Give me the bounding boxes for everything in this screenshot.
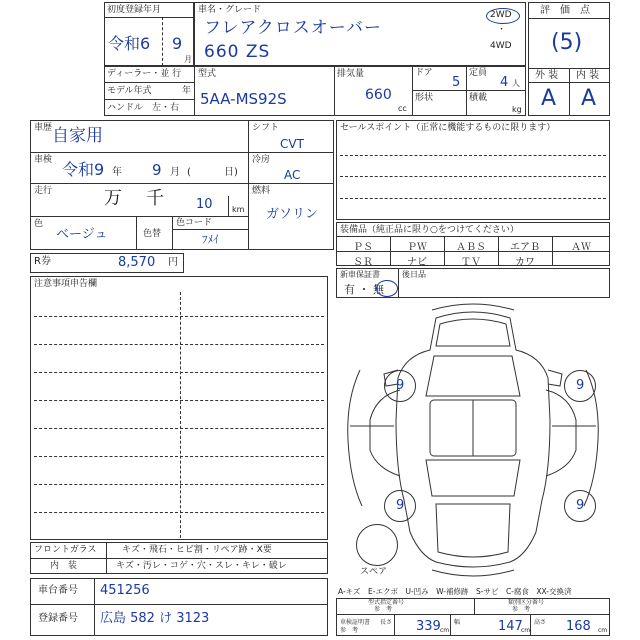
warranty-label: 新車保証書 [340,270,380,279]
class-ref: 参 考 [512,606,531,613]
rating-score: (5) [551,30,583,55]
width-label: 幅 [454,619,461,626]
chassis-label: 車台番号 [38,585,78,596]
height-label: 高さ [534,619,547,626]
length-unit: cm [440,627,450,634]
sales-point-label: セールスポイント（正常に機能するものに限ります） [340,123,556,133]
loading-unit: kg [512,105,522,114]
capacity-value: 4 [500,75,509,90]
model-year-unit: 年 [182,86,192,96]
first-reg-label: 初度登録年月 [107,5,162,15]
notes-label: 注意事項申告欄 [34,279,98,289]
inspection-day-paren: ( [187,167,191,178]
rating-label: 評 価 点 [540,5,590,16]
door-value: 5 [452,75,461,90]
equip-abs: ＡＢＳ [456,242,486,253]
height-unit: cm [598,627,608,634]
drive-dot: ・ [497,25,507,35]
type-cert-label: 型式指定番号 [368,599,405,606]
color-change-label: 色替 [143,229,162,239]
recycle-unit: 円 [168,257,178,268]
exterior-label: 外 装 [535,70,559,81]
warranty-value: 有 ・ 無 [344,283,384,296]
car-grade: 660 ZS [204,42,271,62]
equip-airbag: エアＢ [510,242,540,253]
class-label: 類別区分番号 [508,599,545,606]
reg-month-unit: 月 [184,55,192,64]
handle-label: ハンドル 左・右 [107,103,180,113]
recycle-label: R券 [34,256,51,267]
capacity-label: 定員 [469,68,488,78]
mileage-value: 10 [196,197,213,212]
chassis-value: 451256 [100,583,150,598]
height-value: 168 [566,619,591,634]
width-unit: cm [521,627,531,634]
history-label: 車歴 [34,123,53,133]
exterior-grade: A [541,86,557,111]
interior-label: 内 装 [576,70,600,81]
recycle-value: 8,570 [118,255,156,270]
equip-sr: ＳＲ [353,257,373,268]
tire-front-right: 9 [576,378,585,393]
fuel-label: 燃料 [252,186,271,196]
color-value: ベージュ [56,227,108,242]
delivery-label: 後日品 [402,270,426,279]
fuel-value: ガソリン [266,207,319,222]
damage-legend: A-キズ E-エクボ U-凹み W-補修跡 S-サビ C-腐食 XX-交換済 [338,587,572,596]
equipment-label: 装備品（純正品に限り○をつけてください） [340,225,519,235]
ac-value: AC [284,168,301,182]
loading-label: 積載 [469,93,488,103]
history-value: 自家用 [52,126,103,146]
color-code-label: 色コード [176,218,213,228]
inspection-month: 9 [152,161,162,179]
tire-front-left: 9 [396,378,405,393]
color-label: 色 [34,219,44,229]
tire-rear-right: 9 [576,498,585,513]
model-code: 5AA-MS92S [200,90,287,108]
interior-cond-label: 内 装 [50,561,78,571]
tire-rear-left: 9 [396,498,405,513]
door-label: ドア [415,68,433,78]
spare-tire-circle [356,524,398,566]
reg-month: 9 [172,34,183,53]
interior-grade: A [581,86,597,111]
length-label: 長さ [380,619,393,626]
interior-cond-value: キズ・汚レ・コゲ・穴・スレ・キレ・破レ [116,561,287,571]
displacement-label: 排気量 [337,69,365,79]
inspection-label: 車検 [34,155,53,165]
sales-point-box [336,120,610,220]
shift-label: シフト [252,123,280,133]
displacement-value: 660 [365,87,392,103]
mileage-sen: 千 [146,188,164,209]
drive-2wd: 2WD [490,10,512,20]
mileage-label: 走行 [34,186,53,196]
spare-label: スペア [360,567,388,577]
equip-leather: カワ [515,257,535,268]
name-grade-label: 車名・グレード [198,5,262,15]
color-code-value: ﾌﾒｲ [202,233,219,246]
cert-label: 車検証明書 参 考 [340,619,371,634]
equip-tv: ＴＶ [461,257,481,268]
model-label: 型式 [198,69,217,79]
mileage-unit: km [232,205,245,214]
model-year-label: モデル年式 [107,86,152,96]
capacity-unit: 人 [512,79,520,88]
equip-pw: ＰＷ [407,242,427,253]
drive-4wd: 4WD [490,41,512,51]
front-glass-label: フロントガラス [34,545,97,555]
car-name: フレアクロスオーバー [204,18,382,38]
length-value: 339 [416,619,441,634]
plate-label: 登録番号 [38,613,78,624]
front-glass-value: キズ・飛石・ヒビ割・リペア跡・X要 [122,545,272,555]
type-cert-ref: 参 考 [374,606,393,613]
reg-era: 令和6 [108,34,151,53]
equip-aw: ＡＷ [571,242,591,253]
inspection-year: 令和9 [62,160,105,179]
equip-navi: ナビ [407,257,427,268]
displacement-unit: cc [398,104,407,113]
shape-label: 形状 [415,93,434,103]
equip-ps: ＰＳ [353,242,373,253]
inspection-month-unit: 月 [170,167,180,178]
ac-label: 冷房 [252,155,271,165]
dealer-label: ディーラー・並 行 [107,69,182,79]
inspection-year-unit: 年 [112,167,122,178]
recycle-box [30,253,184,273]
plate-value: 広島 582 け 3123 [100,611,210,626]
width-value: 147 [498,619,523,634]
shift-value: CVT [280,137,304,151]
warranty-selected-circle [376,280,398,297]
mileage-man: 万 [104,188,122,209]
inspection-day-unit: 日) [224,167,238,178]
